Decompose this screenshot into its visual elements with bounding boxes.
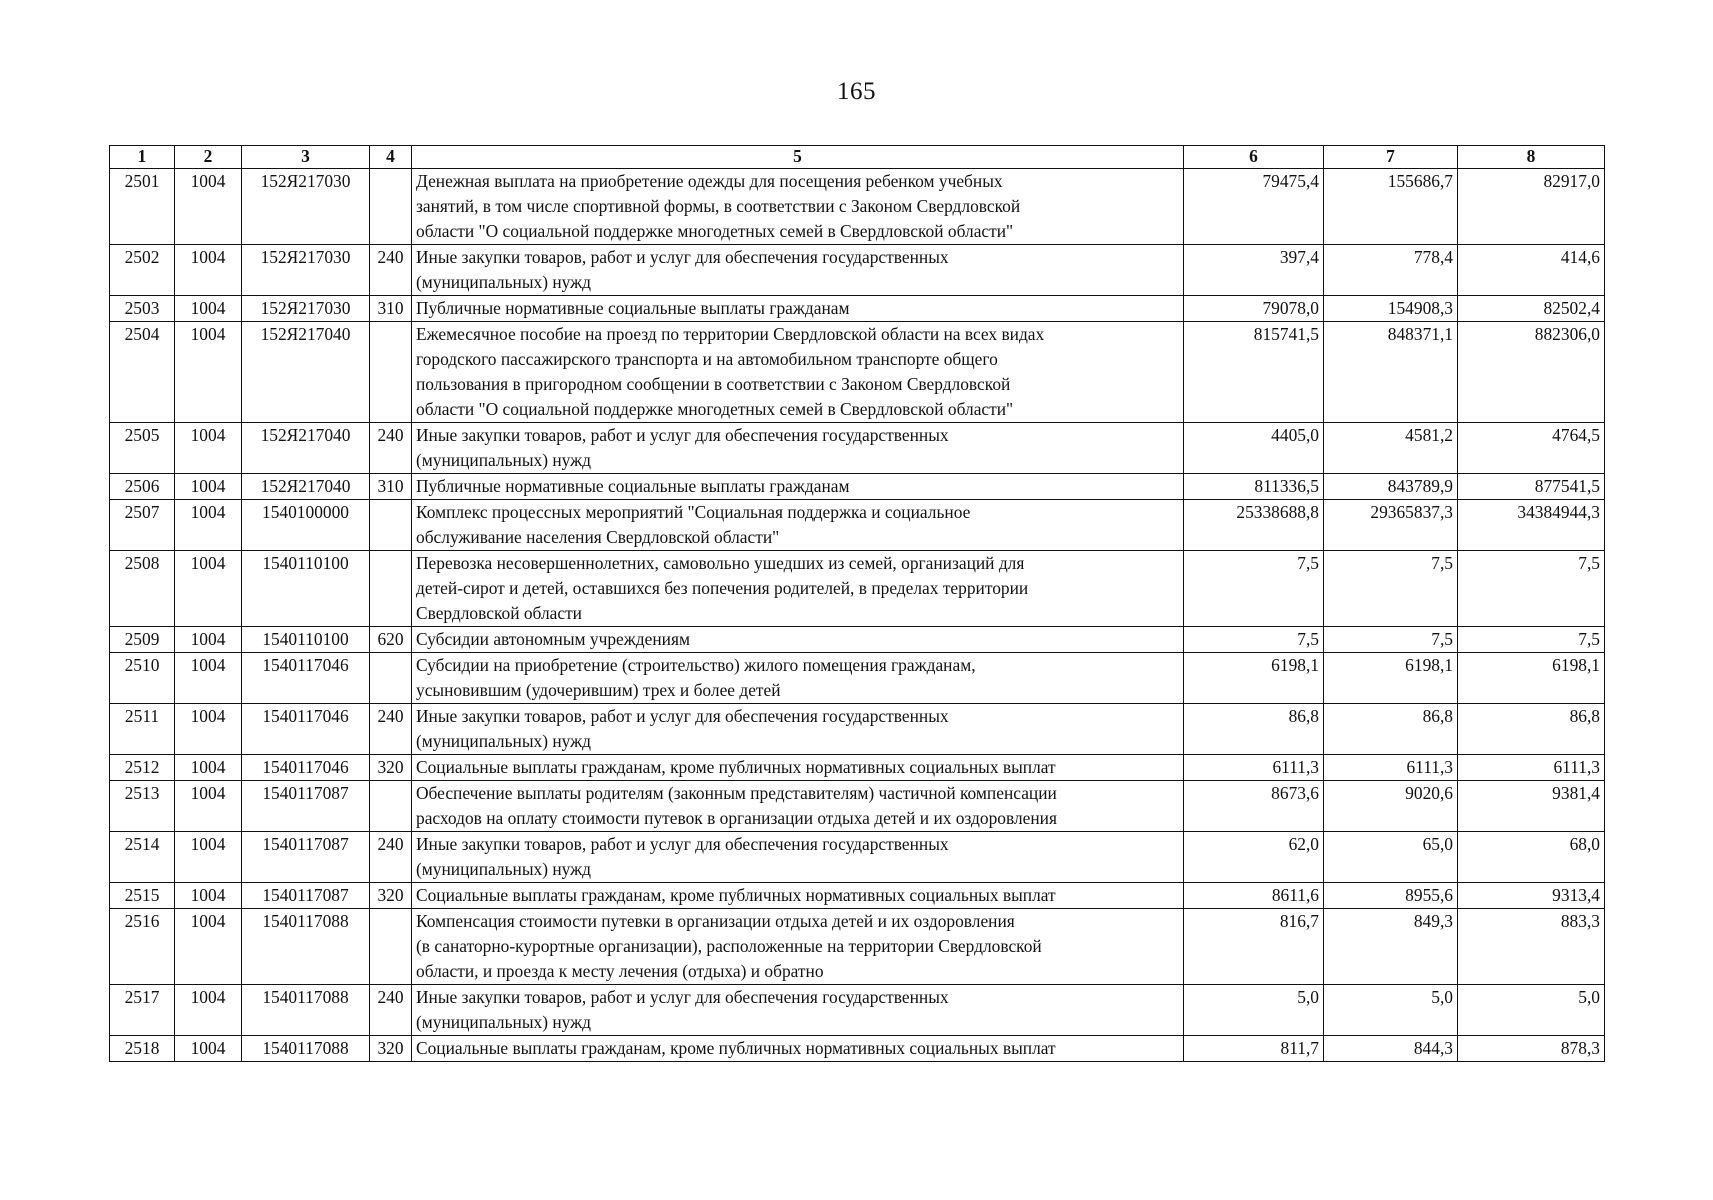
amount-col-7: 155686,7 [1324, 169, 1458, 245]
item-description: Ежемесячное пособие на проезд по территории Свердловской области на всех видах городского пассажирского транспорта и на автомобильном транспорте общего пользования в пригородном сообщении в соответствии с Законом Свердловской области "О социальной поддержке многодетных семей в Свердловской области" [412, 322, 1184, 423]
target-article-code: 1540110100 [242, 627, 370, 653]
section-code: 1004 [175, 296, 242, 322]
amount-col-7: 843789,9 [1324, 474, 1458, 500]
item-description: Социальные выплаты гражданам, кроме публичных нормативных социальных выплат [412, 883, 1184, 909]
amount-col-6: 8673,6 [1184, 781, 1324, 832]
amount-col-8: 68,0 [1458, 832, 1605, 883]
amount-col-8: 878,3 [1458, 1036, 1605, 1062]
row-number: 2510 [110, 653, 175, 704]
table-row [110, 296, 1605, 322]
amount-col-8: 883,3 [1458, 909, 1605, 985]
amount-col-7: 849,3 [1324, 909, 1458, 985]
amount-col-6: 62,0 [1184, 832, 1324, 883]
amount-col-7: 8955,6 [1324, 883, 1458, 909]
row-number: 2503 [110, 296, 175, 322]
amount-col-6: 79475,4 [1184, 169, 1324, 245]
target-article-code: 1540117046 [242, 704, 370, 755]
item-description: Публичные нормативные социальные выплаты гражданам [412, 296, 1184, 322]
header-col-4: 4 [370, 146, 412, 169]
amount-col-8: 6111,3 [1458, 755, 1605, 781]
item-description: Иные закупки товаров, работ и услуг для обеспечения государственных (муниципальных) нужд [412, 832, 1184, 883]
header-col-1: 1 [110, 146, 175, 169]
expense-type-code [370, 653, 412, 704]
section-code: 1004 [175, 985, 242, 1036]
section-code: 1004 [175, 909, 242, 985]
row-number: 2502 [110, 245, 175, 296]
section-code: 1004 [175, 474, 242, 500]
target-article-code: 1540117088 [242, 909, 370, 985]
amount-col-7: 5,0 [1324, 985, 1458, 1036]
expense-type-code [370, 169, 412, 245]
amount-col-6: 815741,5 [1184, 322, 1324, 423]
item-description: Публичные нормативные социальные выплаты гражданам [412, 474, 1184, 500]
amount-col-6: 397,4 [1184, 245, 1324, 296]
amount-col-8: 9381,4 [1458, 781, 1605, 832]
amount-col-6: 811,7 [1184, 1036, 1324, 1062]
row-number: 2506 [110, 474, 175, 500]
item-description: Комплекс процессных мероприятий "Социальная поддержка и социальное обслуживание населения Свердловской области" [412, 500, 1184, 551]
target-article-code: 1540117087 [242, 781, 370, 832]
target-article-code: 1540100000 [242, 500, 370, 551]
amount-col-6: 79078,0 [1184, 296, 1324, 322]
section-code: 1004 [175, 883, 242, 909]
amount-col-7: 778,4 [1324, 245, 1458, 296]
amount-col-8: 7,5 [1458, 627, 1605, 653]
section-code: 1004 [175, 755, 242, 781]
target-article-code: 1540117046 [242, 653, 370, 704]
expense-type-code: 620 [370, 627, 412, 653]
section-code: 1004 [175, 832, 242, 883]
table-row [110, 551, 1605, 627]
section-code: 1004 [175, 245, 242, 296]
amount-col-6: 25338688,8 [1184, 500, 1324, 551]
item-description: Социальные выплаты гражданам, кроме публичных нормативных социальных выплат [412, 1036, 1184, 1062]
row-number: 2513 [110, 781, 175, 832]
target-article-code: 152Я217040 [242, 474, 370, 500]
amount-col-7: 4581,2 [1324, 423, 1458, 474]
expense-type-code: 240 [370, 704, 412, 755]
table-row [110, 883, 1605, 909]
amount-col-8: 6198,1 [1458, 653, 1605, 704]
amount-col-8: 4764,5 [1458, 423, 1605, 474]
table-row [110, 755, 1605, 781]
item-description: Компенсация стоимости путевки в организации отдыха детей и их оздоровления (в санаторно-курортные организации), расположенные на территории Свердловской области, и проезда к месту лечения (отдыха) и обратно [412, 909, 1184, 985]
section-code: 1004 [175, 551, 242, 627]
target-article-code: 1540110100 [242, 551, 370, 627]
row-number: 2507 [110, 500, 175, 551]
item-description: Субсидии на приобретение (строительство) жилого помещения гражданам, усыновившим (удочерившим) трех и более детей [412, 653, 1184, 704]
amount-col-7: 9020,6 [1324, 781, 1458, 832]
expense-type-code [370, 781, 412, 832]
target-article-code: 1540117046 [242, 755, 370, 781]
expense-type-code [370, 551, 412, 627]
amount-col-7: 6198,1 [1324, 653, 1458, 704]
amount-col-7: 7,5 [1324, 551, 1458, 627]
table-row [110, 781, 1605, 832]
amount-col-7: 65,0 [1324, 832, 1458, 883]
row-number: 2517 [110, 985, 175, 1036]
header-col-2: 2 [175, 146, 242, 169]
amount-col-7: 6111,3 [1324, 755, 1458, 781]
table-row [110, 245, 1605, 296]
amount-col-8: 82502,4 [1458, 296, 1605, 322]
amount-col-8: 86,8 [1458, 704, 1605, 755]
amount-col-6: 7,5 [1184, 627, 1324, 653]
row-number: 2518 [110, 1036, 175, 1062]
table-row [110, 985, 1605, 1036]
target-article-code: 1540117088 [242, 985, 370, 1036]
amount-col-6: 6111,3 [1184, 755, 1324, 781]
item-description: Перевозка несовершеннолетних, самовольно ушедших из семей, организаций для детей-сирот и детей, оставшихся без попечения родителей, в пределах территории Свердловской области [412, 551, 1184, 627]
amount-col-8: 9313,4 [1458, 883, 1605, 909]
expense-type-code: 320 [370, 883, 412, 909]
header-col-6: 6 [1184, 146, 1324, 169]
amount-col-7: 848371,1 [1324, 322, 1458, 423]
row-number: 2504 [110, 322, 175, 423]
header-col-3: 3 [242, 146, 370, 169]
row-number: 2514 [110, 832, 175, 883]
item-description: Субсидии автономным учреждениям [412, 627, 1184, 653]
amount-col-8: 34384944,3 [1458, 500, 1605, 551]
amount-col-7: 86,8 [1324, 704, 1458, 755]
amount-col-6: 4405,0 [1184, 423, 1324, 474]
section-code: 1004 [175, 704, 242, 755]
table-row [110, 832, 1605, 883]
amount-col-6: 7,5 [1184, 551, 1324, 627]
table-row [110, 423, 1605, 474]
table-row [110, 627, 1605, 653]
item-description: Иные закупки товаров, работ и услуг для обеспечения государственных (муниципальных) нужд [412, 245, 1184, 296]
target-article-code: 1540117087 [242, 832, 370, 883]
item-description: Денежная выплата на приобретение одежды для посещения ребенком учебных занятий, в том числе спортивной формы, в соответствии с Законом Свердловской области "О социальной поддержке многодетных семей в Свердловской области" [412, 169, 1184, 245]
budget-table [109, 145, 1605, 1062]
section-code: 1004 [175, 781, 242, 832]
header-col-5: 5 [412, 146, 1184, 169]
header-col-7: 7 [1324, 146, 1458, 169]
table-row [110, 169, 1605, 245]
target-article-code: 152Я217030 [242, 296, 370, 322]
amount-col-8: 5,0 [1458, 985, 1605, 1036]
row-number: 2512 [110, 755, 175, 781]
row-number: 2505 [110, 423, 175, 474]
table-row [110, 322, 1605, 423]
expense-type-code: 240 [370, 245, 412, 296]
expense-type-code [370, 909, 412, 985]
amount-col-8: 877541,5 [1458, 474, 1605, 500]
item-description: Иные закупки товаров, работ и услуг для обеспечения государственных (муниципальных) нужд [412, 704, 1184, 755]
table-row [110, 500, 1605, 551]
row-number: 2511 [110, 704, 175, 755]
row-number: 2515 [110, 883, 175, 909]
target-article-code: 1540117087 [242, 883, 370, 909]
section-code: 1004 [175, 169, 242, 245]
item-description: Обеспечение выплаты родителям (законным представителям) частичной компенсации расходов на оплату стоимости путевок в организации отдыха детей и их оздоровления [412, 781, 1184, 832]
amount-col-7: 154908,3 [1324, 296, 1458, 322]
item-description: Социальные выплаты гражданам, кроме публичных нормативных социальных выплат [412, 755, 1184, 781]
amount-col-7: 7,5 [1324, 627, 1458, 653]
expense-type-code [370, 322, 412, 423]
table-row [110, 474, 1605, 500]
table-row [110, 1036, 1605, 1062]
amount-col-6: 86,8 [1184, 704, 1324, 755]
section-code: 1004 [175, 423, 242, 474]
amount-col-6: 5,0 [1184, 985, 1324, 1036]
amount-col-8: 414,6 [1458, 245, 1605, 296]
expense-type-code: 240 [370, 423, 412, 474]
table-row [110, 704, 1605, 755]
section-code: 1004 [175, 1036, 242, 1062]
expense-type-code: 310 [370, 296, 412, 322]
page-number: 165 [837, 78, 876, 105]
table-body [110, 169, 1605, 1062]
row-number: 2501 [110, 169, 175, 245]
row-number: 2516 [110, 909, 175, 985]
expense-type-code: 320 [370, 1036, 412, 1062]
target-article-code: 152Я217030 [242, 245, 370, 296]
item-description: Иные закупки товаров, работ и услуг для обеспечения государственных (муниципальных) нужд [412, 423, 1184, 474]
amount-col-6: 6198,1 [1184, 653, 1324, 704]
row-number: 2509 [110, 627, 175, 653]
table-row [110, 909, 1605, 985]
expense-type-code: 320 [370, 755, 412, 781]
expense-type-code [370, 500, 412, 551]
amount-col-8: 7,5 [1458, 551, 1605, 627]
amount-col-7: 29365837,3 [1324, 500, 1458, 551]
section-code: 1004 [175, 653, 242, 704]
header-row [110, 146, 1605, 169]
target-article-code: 1540117088 [242, 1036, 370, 1062]
section-code: 1004 [175, 322, 242, 423]
target-article-code: 152Я217030 [242, 169, 370, 245]
row-number: 2508 [110, 551, 175, 627]
amount-col-6: 8611,6 [1184, 883, 1324, 909]
expense-type-code: 240 [370, 832, 412, 883]
item-description: Иные закупки товаров, работ и услуг для обеспечения государственных (муниципальных) нужд [412, 985, 1184, 1036]
header-col-8: 8 [1458, 146, 1605, 169]
amount-col-8: 882306,0 [1458, 322, 1605, 423]
section-code: 1004 [175, 500, 242, 551]
amount-col-7: 844,3 [1324, 1036, 1458, 1062]
expense-type-code: 240 [370, 985, 412, 1036]
table-row [110, 653, 1605, 704]
amount-col-6: 811336,5 [1184, 474, 1324, 500]
expense-type-code: 310 [370, 474, 412, 500]
amount-col-6: 816,7 [1184, 909, 1324, 985]
target-article-code: 152Я217040 [242, 322, 370, 423]
section-code: 1004 [175, 627, 242, 653]
target-article-code: 152Я217040 [242, 423, 370, 474]
amount-col-8: 82917,0 [1458, 169, 1605, 245]
